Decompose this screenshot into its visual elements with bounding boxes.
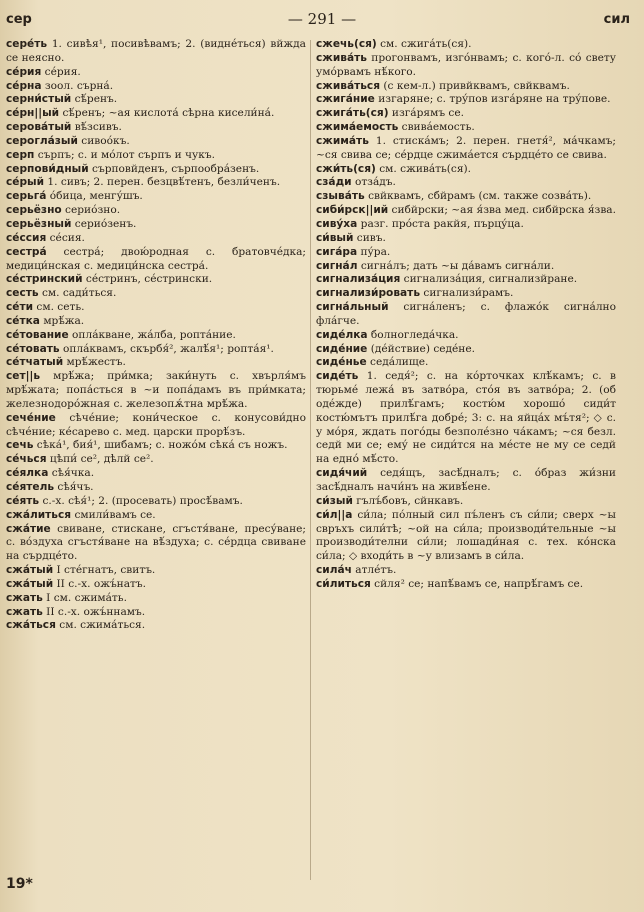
entry-definition: смили́вамъ се. (71, 508, 156, 521)
entry-definition: мрѣ́жестъ. (63, 356, 126, 369)
entry-headword: сжива́ть (316, 51, 367, 64)
entry-headword: се́ялка (6, 467, 49, 480)
entry-headword: сжига́ть(ся) (316, 107, 389, 120)
entry-headword: сиде́ть (316, 370, 359, 383)
entry-definition: см. сжима́ться. (55, 619, 146, 632)
dictionary-entry (6, 343, 306, 357)
dictionary-entry (6, 578, 306, 592)
entry-headword: сиде́лка (316, 328, 368, 341)
dictionary-entry (316, 246, 616, 260)
dictionary-entry (316, 343, 616, 357)
dictionary-entry (316, 578, 616, 592)
dictionary-entry (316, 356, 616, 370)
entry-headword: сжа́ться (6, 619, 56, 632)
entry-headword: серова́тый (6, 121, 72, 134)
entry-definition: сестра́; двою́родная с. братовче́дка; медици́нская с. медици́нска сестра́. (6, 245, 306, 272)
entry-headword: сжечь(ся) (316, 38, 377, 50)
entry-headword: сигна́л (316, 259, 358, 272)
entry-headword: сере́ть (6, 38, 48, 50)
entry-definition: I сте́гнатъ, свитъ. (53, 564, 156, 577)
dictionary-entry (316, 509, 616, 564)
dictionary-entry (6, 66, 306, 80)
entry-definition: опла́кване, жа́лба, ропта́ние. (68, 328, 236, 341)
entry-headword: сжима́емость (316, 121, 399, 134)
dictionary-entry (316, 232, 616, 246)
entry-headword: сжига́ние (316, 93, 375, 106)
entry-definition: изга́рямъ се. (388, 107, 465, 120)
dictionary-entry (6, 246, 306, 274)
entry-headword: сигнализи́ровать (316, 287, 421, 300)
entry-definition: (де́йствие) седе́не. (367, 342, 476, 355)
entry-definition: сигна́лъ; дать ~ы да́вамъ сигна́ли. (357, 259, 555, 272)
entry-definition: (с кем-л.) привйквамъ, свйквамъ. (380, 79, 570, 92)
dictionary-entry (6, 135, 306, 149)
entry-headword: сза́ди (316, 176, 352, 189)
entry-definition: си́ла; по́лный сил пъ́ленъ съ си́ли; сверх ~ы свръхъ сили́тѣ; ~ой на си́ла; производи́тельные ~ы производи́телни си́ли; лошади́ная с. тех. ко́нска си́ла; ◇ входи́ть в ~у влизамъ в си́ла. (316, 508, 616, 563)
entry-definition: см. сжива́ть(ся). (375, 162, 472, 175)
entry-headword: сиде́ние (316, 342, 368, 355)
entry-definition: се́стринъ, се́стрински. (82, 273, 213, 286)
dictionary-entry (6, 315, 306, 329)
entry-headword: сжать (6, 591, 43, 604)
entry-definition: седа́лище. (366, 356, 429, 369)
entry-headword: сжива́ться (316, 79, 381, 92)
page-header (0, 10, 644, 30)
dictionary-entry (6, 93, 306, 107)
dictionary-entry (316, 93, 616, 107)
entry-headword: серпови́дный (6, 162, 89, 175)
right-column (316, 38, 616, 592)
entry-definition: II с.-х. ожъ́ннамъ. (42, 605, 146, 618)
entry-definition: свиване, стискане, сгъстя́ване, пресу́ване; с. во́здуха сгъстя́ване на вѣ́здуха; с. се́рдца свиване на сърдце́то. (6, 522, 306, 563)
entry-headword: сестра́ (6, 245, 47, 258)
dictionary-entry (316, 135, 616, 163)
dictionary-entry (6, 606, 306, 620)
dictionary-entry (316, 260, 616, 274)
dictionary-entry (6, 523, 306, 565)
entry-definition: 1. сивъ; 2. перен. безцвѣ́тенъ, безли́ченъ. (44, 176, 281, 189)
entry-definition: сивоо́къ. (77, 134, 130, 147)
entry-definition: сѣя́чъ. (54, 481, 94, 493)
entry-definition: атле́тъ. (351, 564, 397, 577)
dictionary-entry (6, 356, 306, 370)
entry-definition: о́бица, менгу́шъ. (46, 190, 143, 203)
entry-headword: си́л||а (316, 508, 353, 521)
entry-headword: серьёзно (6, 204, 62, 217)
dictionary-entry (6, 453, 306, 467)
entry-headword: се́рн||ый (6, 107, 60, 120)
entry-definition: седя́щъ, засѣ́дналъ; с. о́браз жи́зни засѣ́дналъ начи́нъ на живѣ́ене. (316, 467, 616, 493)
dictionary-entry (6, 619, 306, 633)
dictionary-entry (6, 80, 306, 94)
entry-definition: с.-х. сѣя́¹; 2. (просевать) просѣ́вамъ. (39, 494, 243, 507)
dictionary-entry (316, 273, 616, 287)
dictionary-entry (316, 495, 616, 509)
entry-definition: 1. сивѣя¹, посивѣвамъ; 2. (видне́ться) вйжда се неясно. (6, 38, 306, 64)
dictionary-entry (6, 412, 306, 440)
dictionary-entry (316, 564, 616, 578)
dictionary-entry (316, 287, 616, 301)
entry-headword: сигнализа́ция (316, 273, 401, 286)
entry-definition: сѣ́ренъ; ~ая кислота́ сѣрна кисели́на́. (59, 107, 275, 120)
entry-headword: си́вый (316, 231, 354, 244)
entry-headword: се́стринский (6, 273, 83, 286)
dictionary-entry (316, 204, 616, 218)
entry-headword: си́литься (316, 577, 371, 590)
entry-definition: се́сия. (46, 231, 85, 244)
dictionary-entry (6, 329, 306, 343)
dictionary-entry (6, 107, 306, 121)
entry-definition: см. сжига́ть(ся). (376, 38, 472, 50)
entry-headword: сесть (6, 287, 39, 300)
entry-definition: см. сеть. (33, 301, 85, 314)
entry-definition: сѣка́¹, бия́¹, шибамъ; с. ножо́м сѣка́ съ ножъ. (33, 439, 288, 452)
dictionary-entry (316, 176, 616, 190)
entry-headword: се́тка (6, 314, 40, 327)
dictionary-entry (316, 52, 616, 80)
entry-headword: сечь (6, 439, 34, 452)
entry-definition: сйля² се; напѣ́вамъ се, напрѣ́гамъ се. (370, 577, 584, 590)
entry-definition: мрѣ́жа; при́мка; заки́нуть с. хвърля́мъ мрѣ́жата; попа́сться в ~и попа́дамъ въ при́мката; железнодоро́жная с. железопѫ́тна мрѣ́жа. (6, 370, 306, 410)
entry-definition: сърповйденъ, сърпообра́зенъ. (88, 162, 260, 175)
entry-headword: сжи́ть(ся) (316, 162, 376, 175)
entry-definition: I см. сжима́ть. (42, 591, 127, 604)
entry-headword: сиби́рск||ий (316, 204, 389, 217)
entry-headword: се́тование (6, 328, 69, 341)
entry-headword: сиву́ха (316, 217, 358, 230)
entry-headword: се́товать (6, 342, 60, 355)
dictionary-entry (316, 163, 616, 177)
entry-headword: сигна́льный (316, 301, 389, 314)
entry-headword: сече́ние (6, 411, 56, 424)
entry-headword: сиде́нье (316, 356, 367, 369)
entry-definition: см. сади́ться. (38, 287, 117, 300)
entry-headword: се́рия (6, 65, 42, 78)
entry-headword: серни́стый (6, 93, 72, 106)
entry-definition: 1. стиска́мъ; 2. перен. гнетя́², ма́чкамъ; ~ся свива се; се́рдце сжима́ется сърдце́то се свива. (316, 134, 616, 161)
dictionary-entry (316, 121, 616, 135)
dictionary-entry (6, 204, 306, 218)
entry-headword: сжа́тый (6, 564, 54, 577)
header-right-guideword: сил (603, 12, 630, 27)
dictionary-entry (6, 273, 306, 287)
entry-definition: опла́квамъ, скърбя́², жалѣ́я¹; ропта́я¹. (59, 342, 274, 355)
entry-definition: свйквамъ, сбйрамъ (см. также созва́ть). (364, 190, 592, 203)
dictionary-entry (316, 301, 616, 329)
entry-headword: сжа́тие (6, 522, 51, 535)
dictionary-entry (6, 481, 306, 495)
entry-definition: се́рия. (41, 65, 81, 78)
dictionary-entry (6, 121, 306, 135)
dictionary-entry (6, 190, 306, 204)
dictionary-entry (6, 467, 306, 481)
dictionary-entry (6, 176, 306, 190)
entry-definition: вѣ́зсивъ. (71, 121, 122, 134)
entry-definition: свива́емость. (398, 121, 475, 134)
entry-headword: се́ять (6, 494, 40, 507)
entry-headword: сжать (6, 605, 43, 618)
entry-headword: си́зый (316, 494, 353, 507)
dictionary-entry (6, 439, 306, 453)
entry-definition: сигнализи́рамъ. (420, 287, 514, 300)
entry-definition: мрѣ́жа. (39, 314, 85, 327)
entry-definition: II с.-х. ожъ́натъ. (53, 577, 147, 590)
entry-headword: сжима́ть (316, 134, 369, 147)
entry-headword: сжа́литься (6, 508, 72, 521)
entry-headword: сзыва́ть (316, 190, 365, 203)
dictionary-entry (6, 370, 306, 412)
dictionary-entry (316, 80, 616, 94)
dictionary-entry (6, 592, 306, 606)
entry-headword: серп (6, 148, 35, 161)
entry-headword: сжа́тый (6, 577, 54, 590)
entry-definition: серио́зно. (61, 204, 121, 217)
dictionary-entry (6, 287, 306, 301)
entry-definition: сѣя́чка. (48, 467, 95, 480)
entry-headword: серогла́зый (6, 134, 78, 147)
entry-definition: сѣ́ренъ. (71, 93, 118, 106)
dictionary-entry (6, 301, 306, 315)
entry-definition: сѣче́ние; кони́ческое с. конусови́дно сѣче́ние; ке́сарево с. мед. царски прорѣ́зъ. (6, 411, 306, 438)
entry-definition: цѣпи́ се², дѣлй се². (46, 453, 154, 466)
entry-definition: пу́ра. (357, 245, 391, 258)
dictionary-entry (316, 190, 616, 204)
entry-definition: разг. про́ста ракйя, пърцу́ца. (357, 217, 524, 230)
entry-definition: сибйрски; ~ая я́зва мед. сибйрска я́зва. (388, 204, 616, 217)
entry-definition: сивъ. (353, 231, 386, 244)
dictionary-entry (6, 149, 306, 163)
entry-headword: сидя́чий (316, 467, 368, 480)
entry-definition: изгаряне; с. тру́пов изга́ряне на тру́пове. (374, 93, 611, 106)
column-divider (310, 40, 311, 880)
dictionary-entry (6, 218, 306, 232)
entry-definition: прогонвамъ, изго́нвамъ; с. кого́-л. со́ свету умо́рвамъ нѣ́кого. (316, 51, 616, 78)
left-column (6, 38, 306, 633)
header-left-guideword: сер (6, 12, 32, 27)
entry-definition: 1. седя́²; с. на ко́рточках клѣ́камъ; с. в тюрьме́ лежа́ въ затво́ра, сто́я въ затво́ра; 2. (об оде́жде) прилѣ́гамъ; костю́м хорошо́ сиди́т костю́мътъ прилѣ́га добре́; 3: с. на яйца́х мъ́тя²; ◇ с. у мо́ря, ждать пого́ды безполе́зно ча́камъ; ~ся безл. седй ми се; ему́ не сиди́тся на ме́сте не му се седй на едно́ мѣ́сто. (316, 370, 616, 466)
entry-headword: се́ти (6, 301, 34, 314)
dictionary-entry (316, 370, 616, 467)
dictionary-entry (316, 218, 616, 232)
dictionary-entry (316, 329, 616, 343)
entry-definition: гълъ́бовъ, сйнкавъ. (352, 494, 464, 507)
entry-headword: серьга́ (6, 190, 47, 203)
entry-definition: болногледа́чка. (367, 328, 459, 341)
entry-headword: сила́ч (316, 564, 352, 577)
entry-definition: сърпъ; с. и мо́лот сърпъ и чукъ. (34, 148, 216, 161)
signature-mark: 19* (6, 876, 33, 892)
entry-definition: зоол. сърна́. (41, 79, 114, 92)
dictionary-entry (316, 38, 616, 52)
entry-definition: сигнализа́ция, сигнализйране. (400, 273, 578, 286)
entry-headword: сет||ь (6, 370, 41, 383)
dictionary-entry (6, 564, 306, 578)
dictionary-entry (6, 509, 306, 523)
dictionary-entry (6, 38, 306, 66)
page-number: — 291 — (287, 10, 357, 28)
entry-headword: се́чься (6, 453, 47, 466)
dictionary-entry (316, 107, 616, 121)
entry-headword: серьёзный (6, 217, 72, 230)
entry-headword: се́рый (6, 176, 45, 189)
dictionary-entry (6, 163, 306, 177)
dictionary-entry (6, 495, 306, 509)
dictionary-entry (316, 467, 616, 495)
entry-headword: се́ятель (6, 481, 55, 493)
entry-headword: се́рна (6, 79, 42, 92)
entry-headword: се́тчатый (6, 356, 64, 369)
entry-definition: сигна́ленъ; с. флажо́к сигна́лно фла́гче. (316, 301, 616, 327)
dictionary-entry (6, 232, 306, 246)
entry-definition: отза́дъ. (351, 176, 396, 189)
entry-headword: сига́ра (316, 245, 358, 258)
entry-definition: серио́зенъ. (71, 217, 137, 230)
entry-headword: се́ссия (6, 231, 47, 244)
